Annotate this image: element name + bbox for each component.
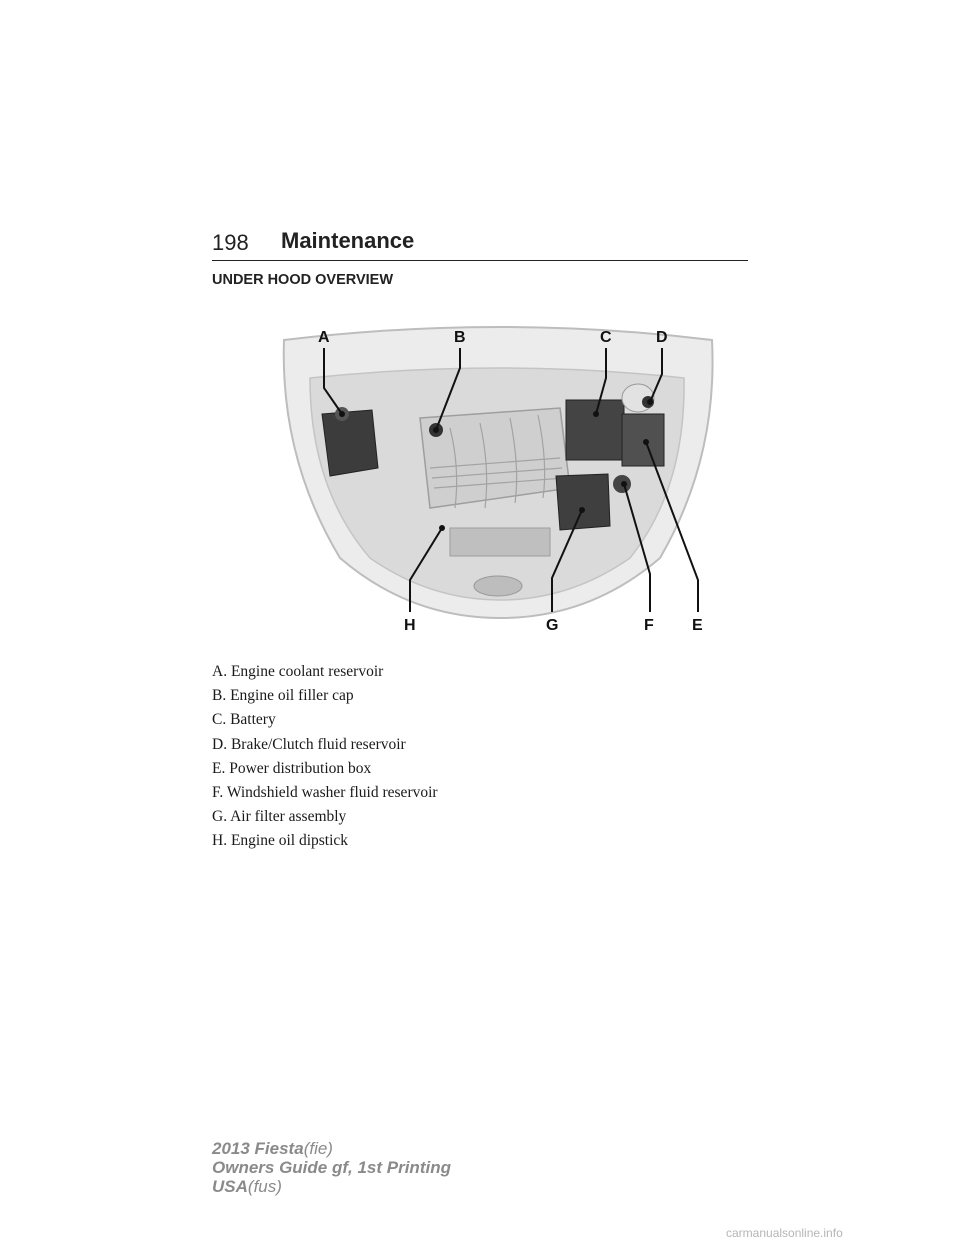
footer-line-2 [212, 1158, 451, 1177]
callout-a: A [318, 329, 330, 346]
legend-item: D. Brake/Clutch fluid reservoir [212, 735, 406, 753]
legend-item: C. Battery [212, 711, 276, 729]
legend-item: B. Engine oil filler cap [212, 687, 354, 705]
legend-item: G. Air filter assembly [212, 808, 347, 826]
callout-c: C [600, 329, 612, 346]
document-footer [212, 1139, 451, 1196]
callout-g: G [546, 617, 559, 634]
under-hood-diagram [270, 318, 730, 638]
footer-market-code: (fus) [247, 1177, 282, 1196]
component-legend [212, 660, 438, 854]
footer-guide: Owners Guide gf, 1st Printing [212, 1158, 451, 1177]
section-title: Maintenance [281, 228, 415, 253]
callout-h: H [404, 617, 416, 634]
legend-item: A. Engine coolant reservoir [212, 663, 384, 680]
callout-f: F [644, 617, 654, 634]
footer-line-3 [212, 1177, 451, 1196]
legend-item: E. Power distribution box [212, 759, 372, 777]
watermark: carmanualsonline.info [726, 1226, 843, 1240]
callout-b: B [454, 329, 466, 346]
page-header [212, 228, 748, 261]
callout-e: E [692, 617, 703, 634]
callout-d: D [656, 329, 668, 346]
footer-market: USA [212, 1177, 248, 1196]
footer-line-1 [212, 1139, 451, 1158]
legend-item: F. Windshield washer fluid reservoir [212, 783, 438, 801]
footer-model-code: (fie) [303, 1139, 333, 1158]
page-number: 198 [212, 230, 249, 255]
footer-model: 2013 Fiesta [212, 1139, 304, 1158]
section-heading: UNDER HOOD OVERVIEW [212, 272, 394, 288]
legend-item: H. Engine oil dipstick [212, 832, 349, 850]
